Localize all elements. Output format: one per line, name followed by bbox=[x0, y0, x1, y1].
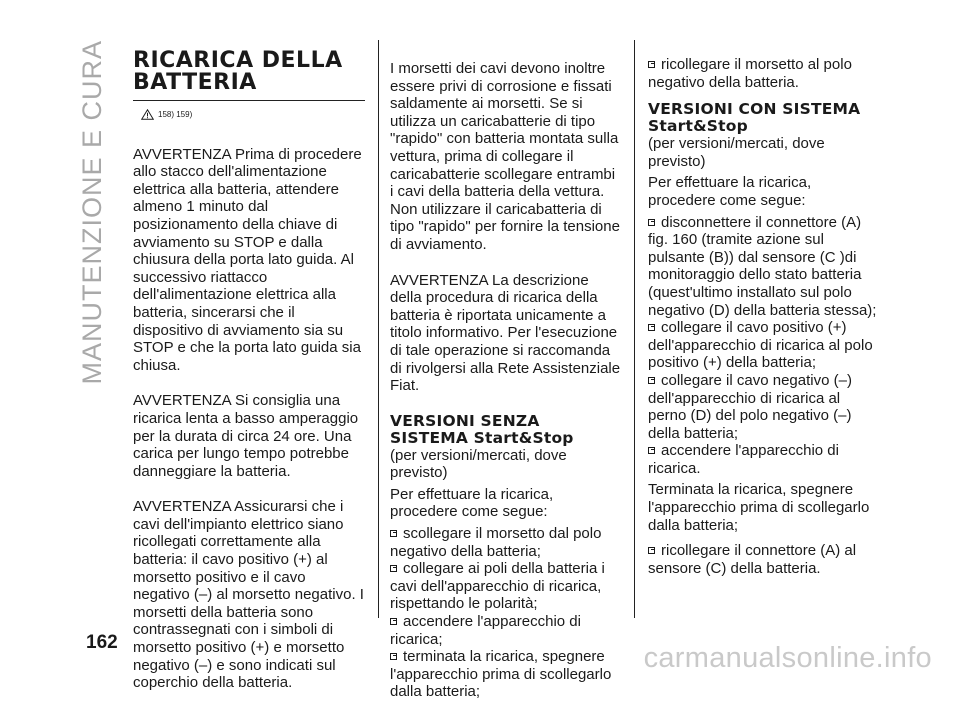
heading-rule bbox=[133, 100, 365, 101]
checkbox-bullet-icon bbox=[648, 447, 655, 454]
checkbox-bullet-icon bbox=[648, 324, 655, 331]
section-title: MANUTENZIONE E CURA bbox=[76, 40, 107, 385]
section-heading: VERSIONI SENZA SISTEMA Start&Stop bbox=[390, 411, 574, 447]
section-heading: VERSIONI CON SISTEMA Start&Stop bbox=[648, 100, 861, 136]
intro-text: Per effettuare la ricarica, procedere come segue: bbox=[648, 174, 812, 209]
list-item-text: ricollegare il morsetto al polo negativo della batteria. bbox=[648, 56, 852, 91]
intro-text: Per effettuare la ricarica, procedere come segue: bbox=[390, 485, 554, 521]
warning-paragraph: AVVERTENZA Assicurarsi che i cavi dell'impianto elettrico siano ricollegati correttamente alla batteria: il cavo positivo (+) al morsetto positivo e il cavo negativo (–) al morsetto negativo. I morsetti della batteria sono contrassegnati con i simboli di morsetto positivo (+) e morsetto negativo (–) e sono indicati sul coperchio della batteria. bbox=[133, 498, 364, 692]
list-item bbox=[390, 613, 622, 648]
reference-numbers: 158) 159) bbox=[158, 110, 193, 119]
checkbox-bullet-icon bbox=[390, 530, 397, 537]
checkbox-bullet-icon bbox=[390, 653, 397, 660]
warning-references bbox=[141, 106, 365, 124]
section-tab bbox=[72, 40, 112, 385]
checkbox-bullet-icon bbox=[648, 61, 655, 68]
list-item bbox=[648, 56, 880, 91]
list-item bbox=[648, 442, 880, 477]
body-paragraph: I morsetti dei cavi devono inoltre essere privi di corrosione e fissati saldamente ai morsetti. Se si utilizza un caricabatterie di tipo "rapido" con batteria montata sulla vettura, prima di collegare il caricabatterie scollegare entrambi i cavi della batteria della vettura. Non utilizzare il caricabatteria di tipo "rapido" per fornire la tensione di avviamento. bbox=[390, 60, 620, 253]
list-item-text: accendere l'apparecchio di ricarica. bbox=[648, 442, 839, 477]
page-heading: RICARICA DELLA BATTERIA bbox=[133, 48, 343, 95]
body-paragraph: Terminata la ricarica, spegnere l'apparecchio prima di scollegarlo dalla batteria; bbox=[648, 481, 870, 534]
checkbox-bullet-icon bbox=[390, 618, 397, 625]
warning-paragraph: AVVERTENZA Prima di procedere allo stacco dell'alimentazione elettrica alla batteria, attendere almeno 1 minuto dal posizionamento della chiave di avviamento su STOP e dalla chiusura della porta lato guida. Al successivo riattacco dell'alimentazione elettrica alla batteria, sincerarsi che il dispositivo di avviamento sia su STOP e che la porta lato guida sia chiusa. bbox=[133, 145, 362, 374]
list-item bbox=[648, 542, 880, 577]
list-item bbox=[390, 525, 622, 560]
warning-paragraph: AVVERTENZA Si consiglia una ricarica lenta a basso amperaggio per la durata di circa 24 ore. Una carica per lungo tempo potrebbe danneggiare la batteria. bbox=[133, 392, 359, 480]
list-item bbox=[390, 560, 622, 613]
list-item-text: accendere l'apparecchio di ricarica; bbox=[390, 613, 581, 648]
warning-triangle-icon bbox=[141, 109, 154, 120]
list-item bbox=[648, 372, 880, 442]
list-item-text: scollegare il morsetto dal polo negativo della batteria; bbox=[390, 525, 602, 560]
column-1 bbox=[133, 50, 365, 710]
watermark: carmanualsonline.info bbox=[643, 642, 932, 674]
checkbox-bullet-icon bbox=[648, 219, 655, 226]
column-2 bbox=[390, 60, 622, 701]
checkbox-bullet-icon bbox=[390, 565, 397, 572]
section-subtitle: (per versioni/mercati, dove previsto) bbox=[648, 135, 825, 170]
column-divider bbox=[634, 40, 635, 618]
checkbox-bullet-icon bbox=[648, 377, 655, 384]
list-item bbox=[648, 214, 880, 320]
column-3 bbox=[648, 56, 880, 577]
column-divider bbox=[378, 40, 379, 618]
section-subtitle: (per versioni/mercati, dove previsto) bbox=[390, 446, 567, 482]
list-item-text: collegare il cavo negativo (–) dell'apparecchio di ricarica al perno (D) del polo negativo (–) della batteria; bbox=[648, 371, 852, 442]
page-number: 162 bbox=[86, 632, 118, 653]
warning-paragraph: AVVERTENZA La descrizione della procedura di ricarica della batteria è riportata unicamente a titolo informativo. Per l'esecuzione di tale operazione si raccomanda di rivolgersi alla Rete Assistenziale Fiat. bbox=[390, 271, 621, 395]
list-item-text: collegare ai poli della batteria i cavi dell'apparecchio di ricarica, rispettando le polarità; bbox=[390, 560, 605, 613]
list-item-text: collegare il cavo positivo (+) dell'apparecchio di ricarica al polo positivo (+) della batteria; bbox=[648, 319, 873, 372]
list-item-text: terminata la ricarica, spegnere l'apparecchio prima di scollegarlo dalla batteria; bbox=[390, 648, 612, 701]
list-item bbox=[648, 319, 880, 372]
checkbox-bullet-icon bbox=[648, 547, 655, 554]
list-item bbox=[390, 648, 622, 701]
list-item-text: ricollegare il connettore (A) al sensore (C) della batteria. bbox=[648, 542, 857, 577]
list-item-text: disconnettere il connettore (A) fig. 160 (tramite azione sul pulsante (B)) dal sensore (C )di monitoraggio dello stato batteria (quest'ultimo installato sul polo negativo (D) della batteria stessa); bbox=[648, 213, 877, 319]
